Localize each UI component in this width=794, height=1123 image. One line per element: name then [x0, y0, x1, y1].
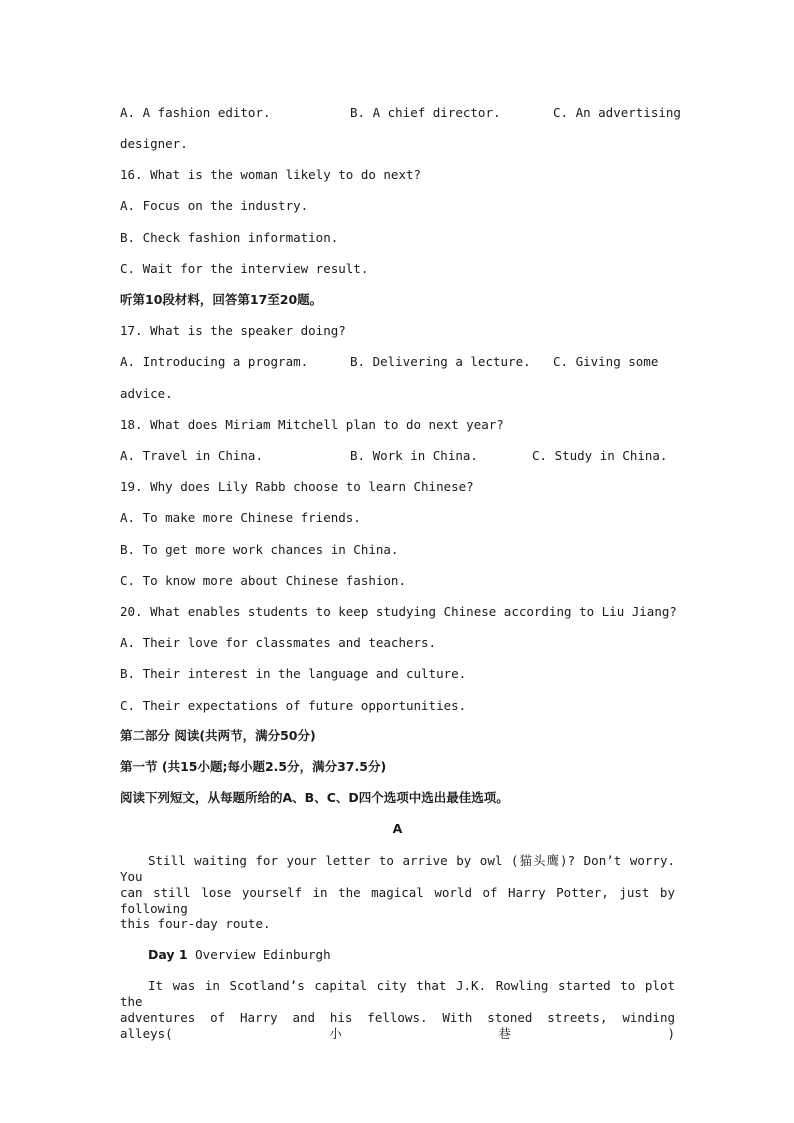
q18-options — [120, 448, 675, 464]
q17-options — [120, 354, 675, 370]
passage-p2-line-1: It was in Scotland’s capital city that J.K. Rowling started to plot the — [120, 978, 675, 1009]
q19-option-c: C. To know more about Chinese fashion. — [120, 573, 406, 588]
q15-option-a: A. A fashion editor. — [120, 105, 271, 120]
q19-option-a: A. To make more Chinese friends. — [120, 510, 361, 525]
q18-option-a: A. Travel in China. — [120, 448, 263, 463]
q20-option-c: C. Their expectations of future opportunities. — [120, 698, 467, 713]
passage-p2-line-2: adventures of Harry and his fellows. With stoned streets, winding alleys(小巷) — [120, 1010, 675, 1041]
q17-stem: 17. What is the speaker doing? — [120, 323, 346, 338]
q16-option-b: B. Check fashion information. — [120, 230, 339, 245]
day-1-label: Day 1 — [148, 947, 188, 962]
q15-option-c-continued: designer. — [120, 136, 188, 151]
q17-option-c-continued: advice. — [120, 386, 173, 401]
q19-stem: 19. Why does Lily Rabb choose to learn Chinese? — [120, 479, 474, 494]
section-1-heading: 第一节 (共15小题;每小题2.5分，满分37.5分) — [120, 759, 387, 774]
q16-option-c: C. Wait for the interview result. — [120, 261, 369, 276]
q16-stem: 16. What is the woman likely to do next? — [120, 167, 422, 182]
q17-option-c: C. Giving some — [553, 354, 659, 369]
day-1-heading — [148, 947, 331, 963]
passage-p1-line-2: can still lose yourself in the magical world of Harry Potter, just by following — [120, 885, 675, 916]
section-10-instruction: 听第10段材料，回答第17至20题。 — [120, 292, 323, 307]
q15-option-b: B. A chief director. — [350, 105, 501, 120]
passage-title: A — [392, 821, 403, 836]
q18-option-b: B. Work in China. — [350, 448, 478, 463]
q20-stem: 20. What enables students to keep studying Chinese according to Liu Jiang? — [120, 604, 677, 619]
q15-option-c: C. An advertising — [553, 105, 681, 120]
reading-instruction: 阅读下列短文，从每题所给的A、B、C、D四个选项中选出最佳选项。 — [120, 790, 509, 805]
passage-p1-line-1: Still waiting for your letter to arrive by owl (猫头鹰)? Don’t worry. You — [120, 853, 675, 884]
q20-option-b: B. Their interest in the language and culture. — [120, 666, 467, 681]
q15-options — [120, 105, 681, 121]
q18-stem: 18. What does Miriam Mitchell plan to do next year? — [120, 417, 504, 432]
q16-option-a: A. Focus on the industry. — [120, 198, 309, 213]
day-1-title: Overview Edinburgh — [187, 947, 331, 962]
passage-p1-line-3: this four-day route. — [120, 916, 271, 931]
q18-option-c: C. Study in China. — [532, 448, 668, 463]
q19-option-b: B. To get more work chances in China. — [120, 542, 399, 557]
q20-option-a: A. Their love for classmates and teachers. — [120, 635, 437, 650]
q17-option-a: A. Introducing a program. — [120, 354, 309, 369]
q17-option-b: B. Delivering a lecture. — [350, 354, 531, 369]
part-2-heading: 第二部分 阅读(共两节，满分50分) — [120, 728, 316, 743]
